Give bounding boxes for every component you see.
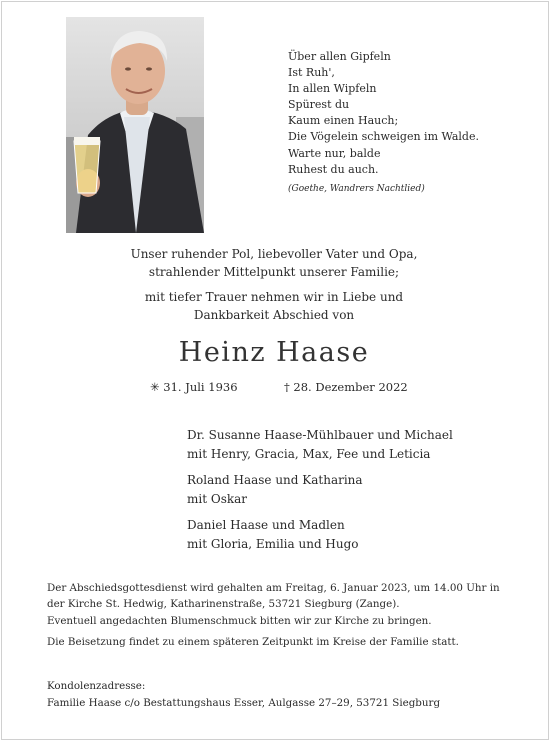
family-line: Dr. Susanne Haase-Mühlbauer und Michael [187, 428, 453, 442]
service-notes [47, 580, 500, 650]
family-group [187, 516, 453, 553]
poem-line: Kaum einen Hauch; [288, 114, 399, 128]
family-line: Daniel Haase und Madlen [187, 518, 345, 532]
intro-line: strahlender Mittelpunkt unserer Familie; [148, 265, 400, 279]
poem-line: In allen Wipfeln [288, 82, 377, 96]
poem-line: Die Vögelein schweigen im Walde. [288, 130, 479, 144]
portrait-photo [66, 17, 204, 233]
family-line: mit Gloria, Emilia und Hugo [187, 536, 359, 551]
family-group [187, 471, 453, 508]
intro-paragraph-2 [0, 288, 548, 324]
poem-line: Spürest du [288, 98, 350, 112]
intro-line: Unser ruhender Pol, liebevoller Vater und Opa, [130, 247, 418, 261]
service-line: der Kirche St. Hedwig, Katharinenstraße, 53721 Siegburg (Zange). [47, 598, 400, 611]
intro-line: mit tiefer Trauer nehmen wir in Liebe und [144, 290, 404, 304]
birth-date: ✳ 31. Juli 1936 [150, 380, 238, 394]
poem-line: Ist Ruh', [288, 66, 335, 80]
service-line: Der Abschiedsgottesdienst wird gehalten am Freitag, 6. Januar 2023, um 14.00 Uhr in [47, 582, 500, 594]
family-line: Roland Haase und Katharina [187, 473, 363, 487]
condolence-address [47, 678, 440, 711]
service-line: Eventuell angedachten Blumenschmuck bitten wir zur Kirche zu bringen. [47, 614, 432, 627]
family-list [187, 426, 453, 561]
poem-line: Warte nur, balde [288, 146, 381, 160]
condolence-address-line: Familie Haase c/o Bestattungshaus Esser, Aulgasse 27–29, 53721 Siegburg [47, 696, 441, 709]
poem-source: (Goethe, Wandrers Nachtlied) [288, 183, 425, 194]
poem-line: Über allen Gipfeln [288, 50, 391, 63]
deceased-name: Heinz Haase [178, 337, 370, 368]
family-group [187, 426, 453, 463]
intro-paragraph-1 [0, 245, 548, 281]
burial-note: Die Beisetzung findet zu einem späteren Zeitpunkt im Kreise der Familie statt. [47, 635, 459, 648]
poem [288, 49, 479, 197]
intro-line: Dankbarkeit Abschied von [193, 308, 355, 322]
family-line: mit Oskar [187, 491, 248, 506]
family-line: mit Henry, Gracia, Max, Fee und Leticia [187, 446, 431, 461]
death-date: † 28. Dezember 2022 [284, 380, 408, 394]
condolence-label: Kondolenzadresse: [47, 680, 146, 692]
poem-line: Ruhest du auch. [288, 162, 379, 176]
